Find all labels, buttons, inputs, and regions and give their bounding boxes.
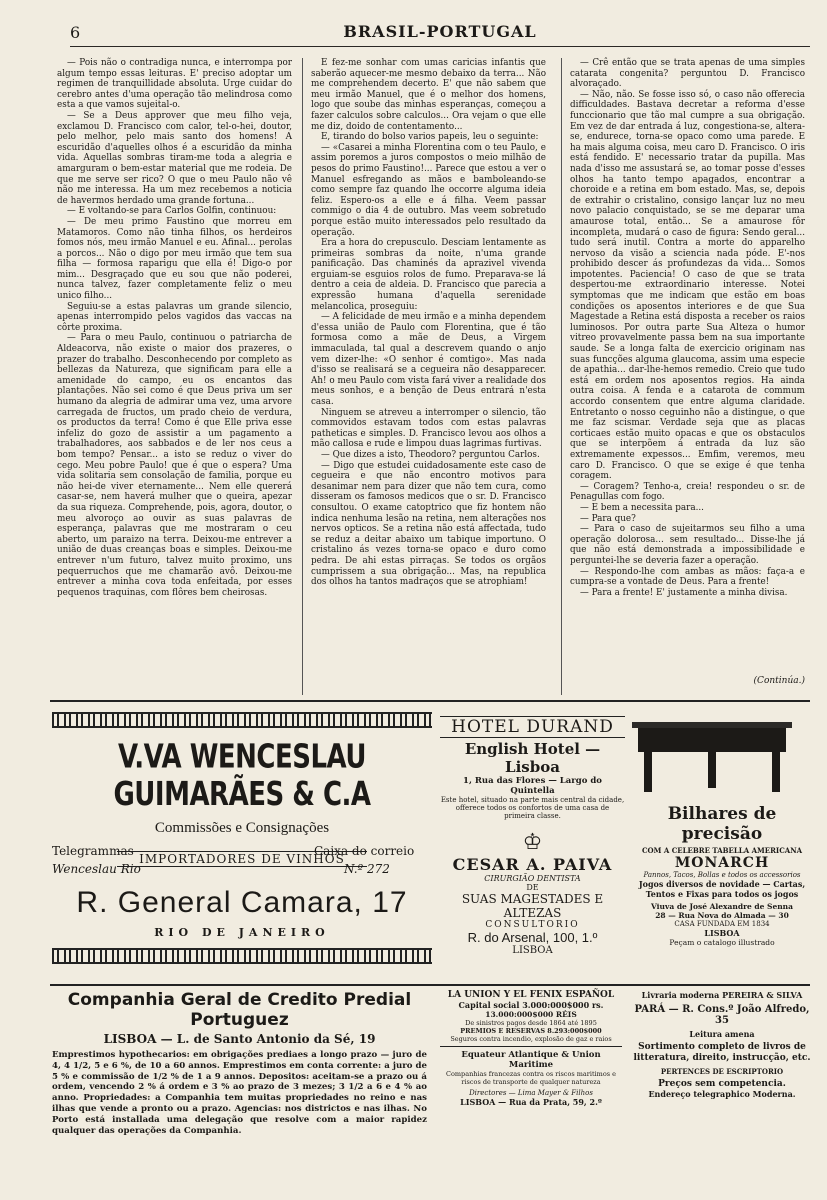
paragraph: — «Casarei a minha Florentina com o teu Paulo, e assim poremos a juros compostos o meio milhão de pesos do primo Faustino!... Parece que estou a ver o Manuel esfregando as mãos e bamboleando-se como sempre faz quando lhe occorre alguma ideia feliz. Espero-os a elle e á filha. Veem passar commigo o dia 4 de outubro. Mas veem sobretudo porque estão muito interessados pelo resultado da operação. (311, 142, 546, 238)
paragraph: Seguiu-se a estas palavras um grande silencio, apenas interrompido pelos vagidos das vaccas na côrte proxima. (57, 301, 292, 333)
ad-credito-text: Emprestimos hypothecarios: em obrigações prediaes a longo prazo — juro de 4, 4 1/2, 5 e 6 %, de 10 a 60 annos. Emprestimos em conta corrente: a juro de 5 % e commissão de 1/2 % de 1 a 9 annos. Depositos: aceitam-se a prazo ou á ordem, vencendo 2 % á ordem e 3 % ao prazo de 3 mezes; 3 1/2 a 6 e 4 % ao anno. Propriedades: a Companhia tem muitas propriedades no reino e nas ilhas que vende a pronto ou a prazo. Agencias: nos districtos e nas ilhas. No Porto está installada uma delegação que resolve com a maior rapidez qualquer das operações da Companhia. (52, 1050, 427, 1136)
paragraph: — Digo que estudei cuidadosamente este caso de cegueira e que não encontro motivos para desanimar nem para dizer que não tem cura, como disseram os famosos medicos que o sr. D. Francisco consultou. O exame catoptrico que fiz hontem não indica nenhuma lesão na retina, nem alterações nos nervos opticos. Se a retina não está affectada, tudo se reduz a deitar abaixo um tabique importuno. O cristalino ás vezes torna-se opaco e duro como pedra. De ahi estas pirraças. Se todos os orgãos cumprissem a sua obrigação... Mas, na republica dos olhos ha tantos madraços que se atrophiam! (311, 460, 546, 588)
ad-bilhares-line3: Jogos diversos de novidade — Cartas, Tentos e Fixas para todos os jogos (638, 879, 806, 899)
ad-paiva-de: DE (526, 883, 539, 892)
page-number: 6 (70, 23, 81, 42)
ad-credito-predial (52, 990, 427, 1150)
paragraph: — E bem a necessita para... (580, 502, 704, 513)
paragraph: — Não, não. Se fosse isso só, o caso não offerecia difficuldades. Bastava decretar a reforma d'esse funccionario que tão mal cumpre a sua obrigação. Em vez de dar entrada á luz, congestiona-se, altera-se, endurece, torna-se opaco como uma parede. E ha mais alguma coisa, meu caro D. Francisco. O iris está fendido. E' necessario tratar da pupilla. Mas nada d'isso me assustará se, ao tomar posse d'esses olhos ha tanto tempo apagados, encontrar a choroide e a retina em bom estado. Mas, se, depois de extrahir o cristalino, consigo lançar luz no meu novo palacio conquistado, se se me deparar uma amaurose total, então... Se a amaurose fôr incompleta, mudará o caso de figura: Sendo geral... tudo será inutil. Contra a morte do apparelho nervoso da visão a sciencia nada póde. E'-nos prohibido descer ás profundezas da vida... Somos impotentes. Paciencia! O caso de que se trata despertou-me extraordinario interesse. Notei symptomas que me indicam que estão em boas condições os aposentos interiores e de que Sua Magestade a Retina está disposta a receber os raios luminosos. Por outra parte Sua Alteza o humor vitreo provavelmente passa bem na sua importante saude. Se a longa falta de exercicio originam nas suas funcções alguma glaucoma, assim uma especie de apathia... dar-lhe-hemos remedio. Creio que tudo está em ordem nos aposentos regios. Ha ainda outra coisa. A fenda e a catarota de commum accordo consentem que entre alguma claridade. Entretanto o nosso ceguinho não a distingue, o que me faz scismar. Verdade seja que as placas corticaes estão muito opacas e que os obstaculos que se interpõem á entrada da luz são extremamente expessos... Emfim, veremos, meu caro D. Francisco. O que se exige é que tenha coragem. (570, 89, 805, 482)
article-column-2 (311, 58, 546, 588)
ad-union-text2: Companhias francezas contra os riscos maritimos e riscos de transporte de qualquer natureza (445, 1070, 616, 1086)
paragraph: — Respondo-lhe com ambas as mãos: faça-a e cumpra-se a vontade de Deus. Para a frente! (570, 566, 805, 588)
paragraph: Era a hora do crepusculo. Desciam lentamente as primeiras sombras da noite, n'uma grande panificação. Das chaminés da aprazivel vivenda erguiam-se esguios rolos de fumo. Preparava-se lá dentro a ceia de aldeia. D. Francisco que parecia a expressão humana d'aquella serenidade melancolica, proseguiu: (311, 238, 546, 312)
ad-union-title2: Equateur Atlantique & Union Maritime (461, 1050, 601, 1070)
ad-bilhares-line8: Peçam o catalogo illustrado (669, 938, 775, 947)
ad-union-sub3: PREMIOS E RESERVAS 8.293:000$000 (460, 1027, 602, 1035)
ad-wenceslau-city: RIO DE JANEIRO (154, 926, 330, 939)
article-column-1 (57, 58, 292, 598)
ad-pereira-title: Livraria moderna PEREIRA & SILVA (641, 990, 803, 1000)
greek-key-border (52, 712, 432, 728)
ad-wenceslau-line1: Commissões e Consignações (154, 820, 330, 836)
ad-bilhares-brand: MONARCH (674, 855, 770, 871)
ad-paiva-name: CESAR A. PAIVA (452, 855, 613, 874)
ad-paiva-role: CIRURGIÃO DENTISTA (484, 874, 581, 883)
column-divider (561, 58, 562, 695)
paragraph: — Pois não o contradiga nunca, e interrompa por algum tempo essas leituras. E' preciso adoptar um regimen de tranquillidade absoluta. Urge cuidar do cerebro antes d'uma operação tão melindrosa como esta a que vamos sujeital-o. (57, 58, 292, 111)
ad-pereira-line2: Sortimento completo de livros de litteratura, direito, instrucção, etc. (633, 1042, 811, 1063)
ad-union-title: LA UNION Y EL FENIX ESPAÑOL (447, 990, 615, 1000)
ad-pereira-line4: Preços sem competencia. (658, 1079, 786, 1089)
ad-union-capital: Capital social 3.000:000$000 rs. (458, 1000, 604, 1010)
ad-bilhares (632, 712, 812, 977)
ad-wenceslau-name: V.VA WENCESLAU GUIMARÃES & C.A (113, 738, 371, 814)
paragraph: — Para que? (580, 513, 636, 524)
paragraph: — De meu primo Faustino que morreu em Matamoros. Como não tinha filhos, os herdeiros fomos nós, meu irmão Manuel e eu. Afinal... perolas a porcos... Não o digo por meu irmão que tem sua filha — formosa raparigu que ella é! Digo-o por mim... Desgraçado que eu sou que não poderei, nunca talvez, fazer completamente feliz o meu unico filho... (57, 216, 292, 302)
paragraph: — Para o caso de sujeitarmos seu filho a uma operação dolorosa... sem resultado... Disse-lhe já que não está demonstrada a impossibilidade e perguntei-lhe se deveria fazer a operação. (570, 524, 805, 566)
ad-bilhares-line4: Viuva de José Alexandre de Senna (651, 902, 793, 911)
paragraph: Ninguem se atreveu a interromper o silencio, tão commovidos estavam todos com estas palavras patheticas e simples. D. Francisco levou aos olhos a mão callosa e rude e limpou duas lagrimas furtivas. (311, 407, 546, 450)
ad-wenceslau-caixa-label: Caixa do correio (314, 844, 415, 858)
ads-divider (50, 984, 810, 986)
paragraph: — Se a Deus approver que meu filho veja, exclamou D. Francisco com calor, tel-o-hei, doutor, pelo melhor, pelo mais santo dos homens! A escuridão d'aquelles olhos é a escuridão da minha vida. Aquellas sombras tiram-me toda a alegria e amarguram o bem-estar material que me rodeia. De que me serve ser rico? O que o meu Paulo não vê não me interessa. Ha um mez recebemos a noticia de havermos herdado uma grande fortuna... (57, 110, 292, 206)
ad-bilhares-line2: Pannos, Tacos, Bollas e todos os accessorios (643, 871, 801, 879)
billiard-table-icon (632, 718, 792, 796)
ad-bilhares-line7: LISBOA (704, 928, 740, 938)
ad-wenceslau-telegram-value: Wenceslau Rio (52, 862, 141, 876)
paragraph: — Crê então que se trata apenas de uma simples catarata congenita? perguntou D. Francisco alvoraçado. (570, 58, 805, 90)
paragraph: E fez-me sonhar com umas caricias infantis que saberão aquecer-me mesmo debaixo da terra... Não me comprehendem decerto. E' que não sabem que meu irmão Manuel, que é o melhor dos homens, logo que soube das minhas esperanças, começou a fazer calculos sobre calculos... Ora vejam o que elle me diz, doido de contentamento... (311, 58, 546, 132)
ad-union-sub1: 13.000:000$000 RÉIS (485, 1010, 577, 1019)
ad-wenceslau (52, 712, 432, 970)
ad-wenceslau-telegram-label: Telegrammas (52, 844, 134, 858)
ad-credito-address: LISBOA — L. de Santo Antonio da Sé, 19 (103, 1032, 376, 1046)
ad-pereira-line3: PERTENCES DE ESCRIPTORIO (660, 1067, 784, 1076)
ad-union-addr: LISBOA — Rua da Prata, 59, 2.º (460, 1097, 602, 1107)
ad-durand-subtitle: English Hotel — Lisboa (464, 740, 601, 776)
masthead: BRASIL-PORTUGAL (343, 22, 537, 41)
ad-bilhares-line1: COM A CELEBRE TABELLA AMERICANA (641, 846, 803, 855)
ad-paiva-majesties: SUAS MAGESTADES E ALTEZAS (461, 892, 604, 920)
ad-durand-address: 1, Rua das Flores — Largo do Quintella (463, 776, 602, 796)
ad-union-sub4: Seguros contra incendio, explosão de gaz e raios (450, 1035, 612, 1043)
ad-paiva-address: R. do Arsenal, 100, 1.º (467, 930, 598, 945)
ad-union-sub2: De sinistros pagos desde 1864 até 1895 (465, 1019, 597, 1027)
ad-paiva-consultorio: CONSULTORIO (485, 920, 580, 930)
paragraph: — A felicidade de meu irmão e a minha dependem d'essa união de Paulo com Florentina, que é tão formosa como a mãe de Deus, a Virgem immaculada, tal qual a descrevem quando o anjo vem dizer-lhe: «O senhor é comtigo». Mas nada d'isso se realisará se a cegueira não desapparecer. Ah! o meu Paulo com vista fará viver a realidade dos meus sonhos, e a benção de Deus entrará n'esta casa. (311, 312, 547, 407)
ad-union-fenix (440, 990, 622, 1155)
continua-note: (Continúa.) (753, 676, 805, 686)
ad-wenceslau-address: R. General Camara, 17 (76, 886, 408, 919)
greek-key-border (52, 948, 432, 964)
paragraph: — Para a frente! E' justamente a minha divisa. (580, 587, 788, 598)
ad-durand-title: HOTEL DURAND (440, 716, 625, 738)
paragraph: E, tirando do bolso varios papeis, leu o seguinte: (321, 132, 539, 143)
paragraph: — Para o meu Paulo, continuou o patriarcha de Aldeacorva, não existe o maior dos prazeres, o prazer do trabalho. Desconhecendo por completo as bellezas da Natureza, que significam para elle a amenidade do campo, eu os encantos das plantações. Não sei como é que Deus priva um ser humano da alegria de admirar uma vez, uma arvore carregada de fructos, um prado cheio de verdura, os productos da terra! Como é que Elle priva esse infeliz do gozo de assistir a um pagamento a trabalhadores, aos sabbados e de ler nos ceus a bom tempo? Pensar... a isto se reduz o viver do cego. Meu pobre Paulo! que é que o espera? Uma vida solitaria sem consolação de familia, porque eu não hei-de viver eternamente... Nem elle quererá casar-se, nem haverá mulher que o queira, apezar da sua riqueza. Comprehende, pois, agora, doutor, o meu alvoroço ao ouvir as suas palavras de esperança, palavras que me mostraram o ceu aberto, um paraizo na terra. Deixou-me entrever a união de duas creanças boas e simples. Deixou-me entrever n'um futuro, talvez muito proximo, uns pequerruchos que me chamarão avô. Deixou-me entrever a minha cova toda enfeitada, por esses pequenos traquinas, com flôres bem cheirosas. (57, 333, 292, 598)
article-column-3 (570, 58, 805, 598)
ad-pereira-silva (632, 990, 812, 1155)
column-divider (302, 58, 303, 695)
ad-bilhares-line6: CASA FUNDADA EM 1834 (674, 920, 770, 928)
ad-pereira-address: PARÁ — R. Cons.º João Alfredo, 35 (634, 1004, 810, 1026)
page-header (70, 20, 810, 47)
ad-bilhares-line5: 28 — Rua Nova do Almada — 30 (655, 911, 789, 920)
separator (440, 1046, 622, 1047)
ad-durand-text: Este hotel, situado na parte mais central da cidade, offerece todos os confortos de uma casa de primeira classe. (440, 796, 625, 820)
ad-pereira-line5: Endereço telegraphico Moderna. (648, 1089, 796, 1099)
paragraph: — Que dizes a isto, Theodoro? perguntou Carlos. (321, 449, 540, 460)
ad-wenceslau-caixa-value: N.º 272 (344, 862, 390, 876)
ad-bilhares-title: Bilhares de precisão (667, 804, 777, 844)
ad-credito-title: Companhia Geral de Credito Predial Portuguez (67, 990, 412, 1030)
ad-pereira-line1: Leitura amena (689, 1029, 755, 1039)
ad-paiva-city: LISBOA (512, 945, 553, 956)
paragraph: — E voltando-se para Carlos Golfin, continuou: (67, 206, 277, 217)
paragraph: — Coragem? Tenho-a, creia! respondeu o sr. de Penagullas com fogo. (570, 481, 805, 503)
ad-union-agents: Directores — Lima Mayer & Filhos (469, 1089, 593, 1097)
ads-divider (50, 700, 810, 702)
crown-crest-icon: ♔ (522, 830, 543, 855)
ad-hotel-durand (440, 716, 625, 820)
ad-cesar-paiva (440, 830, 625, 980)
ad-wenceslau-line2: IMPORTADORES DE VINHOS (117, 851, 367, 867)
